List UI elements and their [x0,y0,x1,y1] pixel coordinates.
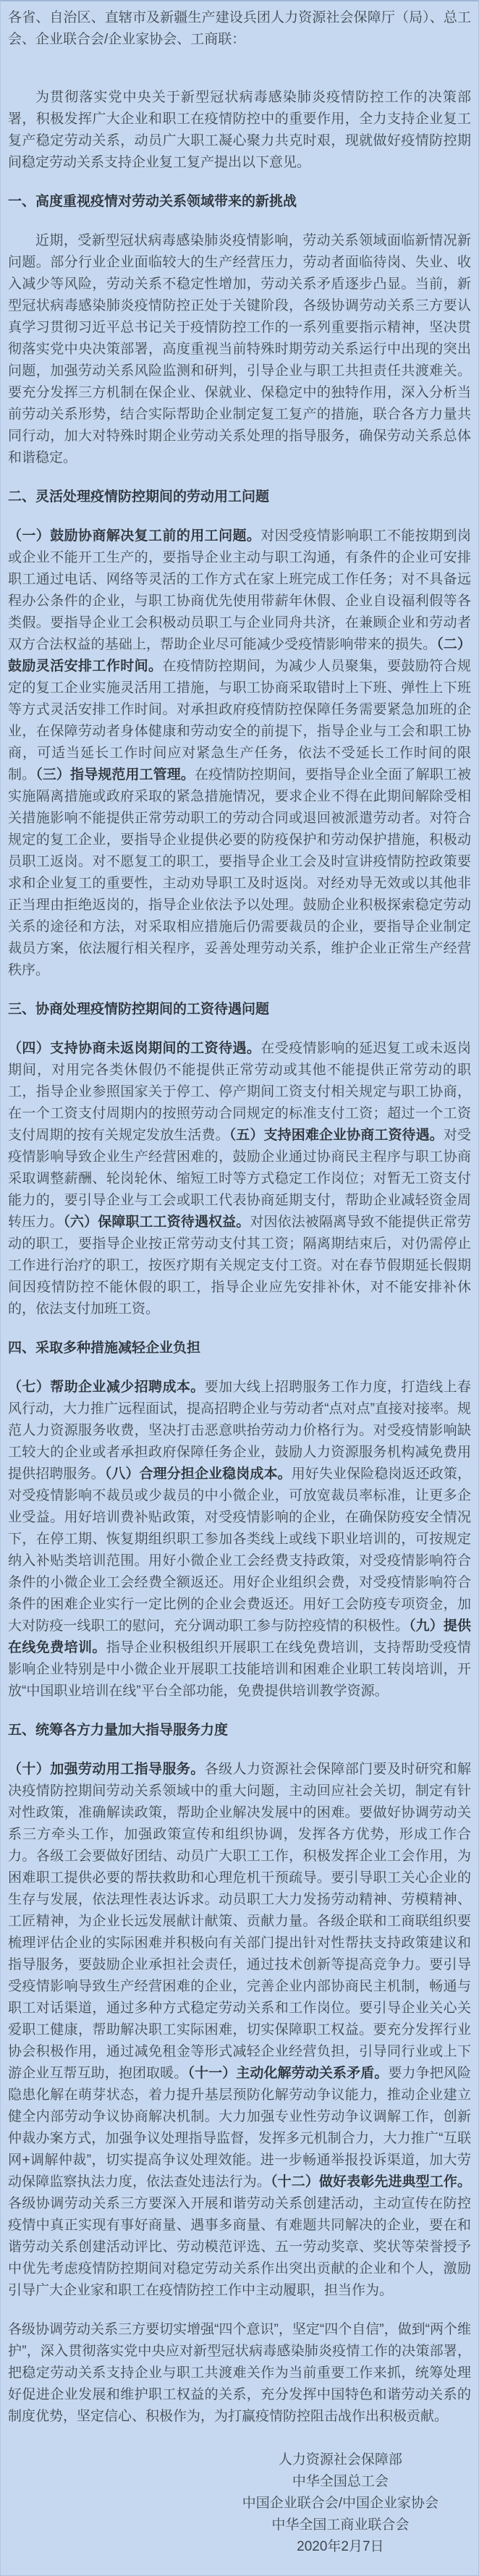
item-title-run: （三）指导规范用工管理。 [35,767,195,782]
item-title-run: 二、灵活处理疫情防控期间的劳动用工问题 [8,489,270,504]
item-title-run: （五）支持困难企业协商工资待遇。 [229,1128,444,1143]
item-title-run: （七）帮助企业减少招聘成本。 [8,1380,205,1395]
signature-date: 2020年2月7日 [297,2539,384,2554]
body-paragraph [8,1759,471,2302]
document-body [8,7,471,2558]
item-title-run: （六）保障职工工资待遇权益。 [63,1215,250,1230]
text-run: 近期，受新型冠状病毒感染肺炎疫情影响，劳动关系领域面临新情况新问题。部分行业企业面临较大的生产经营压力，劳动者面临待岗、失业、收入减少等风险，劳动关系不稳定性增加，劳动关系矛盾逐步凸显。当前，新型冠状病毒感染肺炎疫情防控正处于关键阶段，各级协调劳动关系三方要认真学习贯彻习近平总书记关于疫情防控工作的一系列重要指示精神，坚决贯彻落实党中央决策部署，高度重视当前特殊时期劳动关系运行中出现的突出问题，加强劳动关系风险监测和研判，引导企业与职工共担责任共渡难关。要充分发挥三方机制在保企业、保就业、保稳定中的独特作用，深入分析当前劳动关系形势，结合实际帮助企业制定复工复产的措施，联合各方力量共同行动，加大对特殊时期企业劳动关系处理的指导服务，确保劳动关系总体和谐稳定。 [8,233,471,465]
text-run: 各级人力资源社会保障部门要及时研究和解决疫情防控期间劳动关系领域中的重大问题，主动回应社会关切，制定有针对性政策，准确解读政策，帮助企业解决发展中的困难。要做好协调劳动关系三方牵头工作，加强政策宣传和组织协调，发挥各方优势，形成工作合力。各级工会要做好团结、动员广大职工工作，积极发挥企业工会作用，为困难职工提供必要的帮扶救助和心理危机干预疏导。要引导职工关心企业的生存与发展，依法理性表达诉求。动员职工大力发扬劳动精神、劳模精神、工匠精神，为企业长远发展献计献策、贡献力量。各级企联和工商联组织要梳理评估企业的实际困难并积极向有关部门提出针对性帮扶支持政策建议和指导服务，要鼓励企业承担社会责任，通过技术创新等提高竞争力。要引导受疫情影响导致生产经营困难的企业，完善企业内部协商民主机制，畅通与职工对话渠道，通过多种方式稳定劳动关系和工作岗位。要引导企业关心关爱职工健康，帮助解决职工实际困难，切实保障职工权益。要充分发挥行业协会积极作用，通过减免租金等形式减轻企业经营负担，引导同行业或上下游企业互帮互助，抱团取暖。 [8,1762,471,2081]
body-paragraph [8,230,471,469]
item-title-run: （十二）做好表彰先进典型工作。 [271,2174,471,2189]
item-title-run: 四、采取多种措施减轻企业负担 [8,1340,201,1356]
text-run: 为贯彻落实党中央关于新型冠状病毒感染肺炎疫情防控工作的决策部署，积极发挥广大企业和职工在疫情防控中的重要作用，全力支持企业复工复产稳定劳动关系，动员广大职工凝心聚力共克时艰，现就做好疫情防控期间稳定劳动关系支持企业复工复产提出以下意见。 [8,90,471,170]
text-run: 用好失业保险稳岗返还政策，对受疫情影响不裁员或少裁员的中小微企业，可放宽裁员率标准，让更多企业受益。用好培训费补贴政策，对受疫情影响的企业，在确保防疫安全情况下，在停工期、恢复期组织职工参加各类线上或线下职业培训的，可按规定纳入补贴类培训范围。用好小微企业工会经费支持政策，对受疫情影响符合条件的小微企业工会经费全额返还。用好企业组织会费，对受疫情影响符合条件的困难企业实行一定比例的企业会费返还。用好工会防疫专项资金，加大对防疫一线职工的慰问，充分调动职工参与防控疫情的积极性。 [8,1466,471,1634]
signature-line: 人力资源社会保障部 [278,2452,402,2467]
section-heading [8,191,471,213]
item-title-run: （十一）主动化解劳动关系矛盾。 [187,2066,389,2081]
body-paragraph [8,1377,471,1702]
text-run: 对受疫情影响导致企业生产经营困难的，鼓励企业通过协商民主程序与职工协商采取调整薪酬、轮岗轮休、缩短工时等方式稳定工作岗位；对暂无工资支付能力的，要引导企业与工会或职工代表协商延期支付，帮助企业减轻资金周转压力。 [8,1128,471,1230]
item-title-run: （二）鼓励灵活安排工作时间。 [8,637,471,674]
recipients-address [8,7,471,51]
text-run: 要加大线上招聘服务工作力度，打造线上春风行动，大力推广远程面试，提高招聘企业与劳动者“点对点”直接对接率。规范人力资源服务收费，坚决打击恶意哄抬劳动力价格行为。对受疫情影响缺工较大的企业或者承担政府保障任务企业，鼓励人力资源服务机构减免费用提供招聘服务。 [8,1380,471,1482]
body-paragraph [8,525,471,981]
item-title-run: （八）合理分担企业稳岗成本。 [104,1466,292,1482]
signature-line: 中华全国总工会 [292,2474,389,2489]
text-run: 各省、自治区、直辖市及新疆生产建设兵团人力资源社会保障厅（局）、总工会、企业联合会/企业家协会、工商联： [8,10,471,47]
section-heading [8,1720,471,1741]
section-heading [8,486,471,508]
item-title-run: 三、协商处理疫情防控期间的工资待遇问题 [8,1002,270,1017]
item-title-run: （十）加强劳动用工指导服务。 [8,1762,205,1777]
text-run: 对因依法被隔离导致不能提供正常劳动的职工，要指导企业按正常劳动支付其工资；隔离期结束后，对仍需停止工作进行治疗的职工，按医疗期有关规定支付工资。对在春节假期延长假期间因疫情防控不能休假的职工，指导企业应先安排补休，对不能安排补休的，依法支付加班工资。 [8,1215,471,1317]
text-run: 在受疫情影响的延迟复工或未返岗期间，对用完各类休假仍不能提供正常劳动或其他不能提供正常劳动的职工，指导企业参照国家关于停工、停产期间工资支付相关规定与职工协商，在一个工资支付周期内的按照劳动合同规定的标准支付工资；超过一个工资支付周期的按有关规定发放生活费。 [8,1041,471,1143]
item-title-run: 五、统筹各方力量加大指导服务力度 [8,1723,229,1738]
item-title-run: 一、高度重视疫情对劳动关系领域带来的新挑战 [8,194,297,209]
item-title-run: （九）提供在线免费培训。 [8,1618,471,1655]
item-title-run: （四）支持协商未返岗期间的工资待遇。 [8,1041,261,1056]
section-heading [8,999,471,1021]
section-heading [8,1338,471,1359]
text-run: 对因受疫情影响职工不能按期到岗或企业不能开工生产的，要指导企业主动与职工沟通，有条件的企业可安排职工通过电话、网络等灵活的工作方式在家上班完成工作任务；对不具备远程办公条件的企业，与职工协商优先使用带薪年休假、企业自设福利假等各类假。要指导企业工会积极动员职工与企业同舟共济，在兼顾企业和劳动者双方合法权益的基础上，帮助企业尽可能减少受疫情影响带来的损失。 [8,528,471,652]
text-run: 各级协调劳动关系三方要切实增强“四个意识”，坚定“四个自信”，做到“两个维护”，深入贯彻落实党中央应对新型冠状病毒感染肺炎疫情工作的决策部署，把稳定劳动关系支持企业与职工共渡难关作为当前重要工作来抓，统筹处理好促进企业发展和维护职工权益的关系，充分发挥中国特色和谐劳动关系的制度优势，坚定信心、积极作为，为打赢疫情防控阻击战作出积极贡献。 [8,2322,471,2424]
body-paragraph [8,2319,471,2428]
body-paragraph [8,87,471,174]
text-run: 各级协调劳动关系三方要深入开展和谐劳动关系创建活动，主动宣传在防控疫情中真正实现有事好商量、遇事多商量、有难题共同解决的企业，要在和谐劳动关系创建活动评比、劳动模范评选、五一劳动奖章、奖状等荣誉授予中优先考虑疫情防控期间对稳定劳动关系作出突出贡献的企业和个人，激励引导广大企业家和职工在疫情防控工作中主动履职，担当作为。 [8,2196,471,2298]
signature-block [242,2449,438,2558]
signature-line: 中华全国工商业联合会 [271,2517,410,2533]
body-paragraph [8,1038,471,1320]
text-run: 在疫情防控期间，要指导企业全面了解职工被实施隔离措施或政府采取的紧急措施情况，要求企业不得在此期间解除受相关措施影响不能提供正常劳动职工的劳动合同或退回被派遣劳动者。对符合规定的复工企业，要指导企业提供必要的防疫保护和劳动保护措施，积极动员职工返岗。对不愿复工的职工，要指导企业工会及时宣讲疫情防控政策要求和企业复工的重要性，主动劝导职工及时返岗。对经劝导无效或以其他非正当理由拒绝返岗的，指导企业依法予以处理。鼓励企业积极探索稳定劳动关系的途径和方法，对采取相应措施后仍需要裁员的企业，要指导企业制定裁员方案，依法履行相关程序，妥善处理劳动关系，维护企业正常生产经营秩序。 [8,767,471,978]
signature-line: 中国企业联合会/中国企业家协会 [242,2496,438,2511]
text-run: 指导企业积极组织开展职工在线免费培训，支持帮助受疫情影响企业特别是中小微企业开展职工技能培训和困难企业职工转岗培训，开放“中国职业培训在线”平台全部功能，免费提供培训教学资源。 [8,1640,471,1699]
item-title-run: （一）鼓励协商解决复工前的用工问题。 [8,528,261,544]
text-run: 在疫情防控期间，为减少人员聚集，要鼓励符合规定的复工企业实施灵活用工措施，与职工协商采取错时上下班、弹性上下班等方式灵活安排工作时间。对承担政府疫情防控保障任务需要紧急加班的企业，在保障劳动者身体健康和劳动安全的前提下，指导企业与工会和职工协商，可适当延长工作时间应对紧急生产任务，依法不受延长工作时间的限制。 [8,659,471,782]
text-run: 要力争把风险隐患化解在萌芽状态，着力提升基层预防化解劳动争议能力，推动企业建立健全内部劳动争议协商解决机制。大力加强专业性劳动争议调解工作，创新仲裁办案方式，加强争议处理指导监督，发挥多元机制合力，大力推广“互联网+调解仲裁”，切实提高争议处理效能。进一步畅通举报投诉渠道，加大劳动保障监察执法力度，依法查处违法行为。 [8,2066,471,2189]
